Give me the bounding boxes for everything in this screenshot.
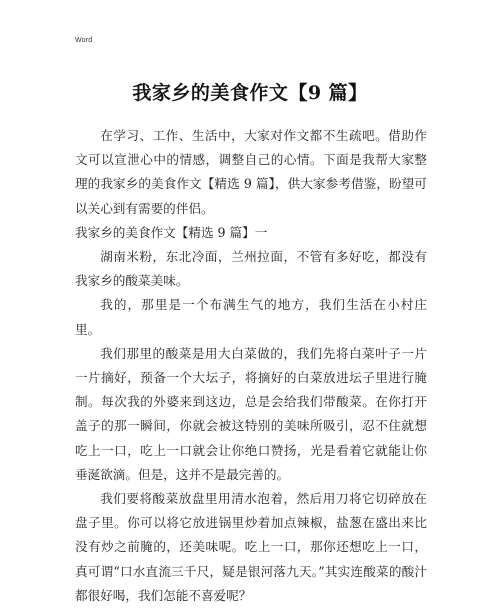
- body-paragraph: 我们那里的酸菜是用大白菜做的，我们先将白菜叶子一片一片摘好，预备一个大坛子，将摘好的白菜放进坛子里进行腌制。每次我的外婆来到这边，总是会给我们带酸菜。在你打开盖子的那一瞬间，你就会被这特别的美味所吸引，忍不住就想吃上一口，吃上一口就会让你绝口赞扬，光是看着它就能让你垂涎欲滴。但是，这并不是最完善的。: [75, 345, 427, 482]
- body-paragraph: 湖南米粉，东北冷面，兰州拉面，不管有多好吃，都没有我家乡的酸菜美味。: [75, 249, 427, 289]
- document-title: 我家乡的美食作文【9 篇】: [132, 82, 368, 104]
- document-body: [75, 124, 427, 608]
- section-heading: 我家乡的美食作文【精选 9 篇】一: [75, 224, 268, 240]
- body-paragraph: 我的，那里是一个布满生气的地方，我们生活在小村庄里。: [75, 297, 427, 337]
- body-paragraph: 我们要将酸菜放盘里用清水泡着，然后用刀将它切碎放在盘子里。你可以将它放进锅里炒着加点辣椒，盐葱在盛出来比没有炒之前腌的，还美味呢。吃上一口，那你还想吃上一口，真可谓“口水直流三千尺，疑是银河落九天。”其实连酸菜的酸汁都很好喝，我们怎能不喜爱呢？: [75, 491, 427, 603]
- app-header-label: Word: [75, 37, 93, 44]
- intro-paragraph: 在学习、工作、生活中，大家对作文都不生疏吧。借助作文可以宣泄心中的情感，调整自己的心情。下面是我帮大家整理的我家乡的美食作文【精选 9 篇】，供大家参考借鉴，盼望可以关心到有需要的伴侣。: [75, 128, 427, 216]
